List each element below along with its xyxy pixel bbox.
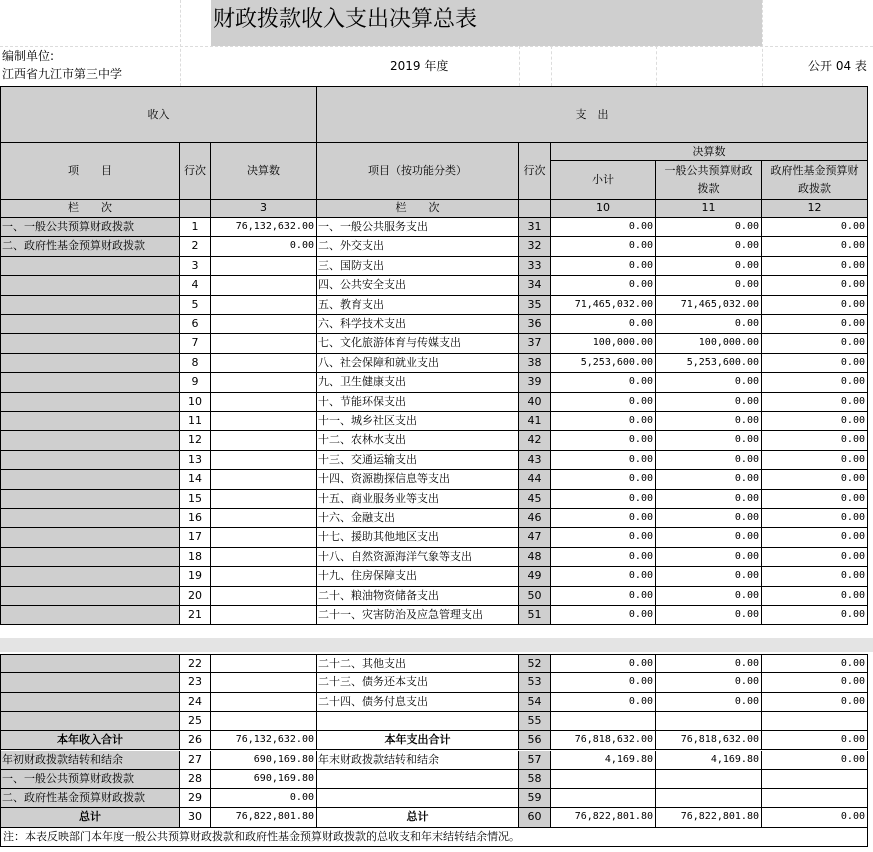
expense-subtotal [551, 712, 656, 731]
expense-item: 十、节能环保支出 [317, 393, 519, 412]
expense-item: 十八、自然资源海洋气象等支出 [317, 548, 519, 567]
income-row-no: 12 [180, 431, 211, 450]
expense-general-budget: 0.00 [656, 412, 762, 431]
footnote: 注：本表反映部门本年度一般公共预算财政拨款和政府性基金预算财政拨款的总收支和年末结转结余情况。 [0, 828, 868, 847]
expense-subtotal: 0.00 [551, 276, 656, 295]
income-row-no: 9 [180, 373, 211, 392]
income-item [0, 587, 180, 606]
expense-item: 十七、援助其他地区支出 [317, 528, 519, 547]
col-exp-rowno-blank [519, 200, 551, 218]
expense-subtotal: 0.00 [551, 693, 656, 712]
income-amount [211, 528, 317, 547]
expense-row-no: 50 [519, 587, 551, 606]
col-11: 11 [656, 200, 762, 218]
income-row-no: 2 [180, 237, 211, 256]
gov-fund-header: 政府性基金预算财政拨款 [762, 161, 868, 200]
expense-gov-fund: 0.00 [762, 431, 868, 450]
income-item [0, 334, 180, 353]
income-amount [211, 509, 317, 528]
expense-row-no: 52 [519, 654, 551, 673]
income-row-no: 29 [180, 789, 211, 808]
expense-subtotal [551, 770, 656, 789]
income-row-no: 28 [180, 770, 211, 789]
col-3: 3 [211, 200, 317, 218]
income-amount: 76,822,801.80 [211, 808, 317, 827]
expense-gov-fund: 0.00 [762, 451, 868, 470]
income-amount [211, 431, 317, 450]
expense-general-budget: 0.00 [656, 606, 762, 625]
expense-row-no: 49 [519, 567, 551, 586]
expense-gov-fund: 0.00 [762, 731, 868, 750]
income-row-no: 10 [180, 393, 211, 412]
expense-row-no: 54 [519, 693, 551, 712]
expense-row-no: 33 [519, 257, 551, 276]
expense-item: 二十四、债务付息支出 [317, 693, 519, 712]
income-item [0, 373, 180, 392]
income-item [0, 693, 180, 712]
income-amount: 0.00 [211, 237, 317, 256]
expense-item: 十一、城乡社区支出 [317, 412, 519, 431]
income-item: 一、一般公共预算财政拨款 [0, 218, 180, 237]
expense-general-budget: 0.00 [656, 654, 762, 673]
col-label-expense: 栏 次 [317, 200, 519, 218]
expense-item: 十六、金融支出 [317, 509, 519, 528]
expense-general-budget: 76,822,801.80 [656, 808, 762, 827]
expense-row-no: 40 [519, 393, 551, 412]
expense-subtotal: 0.00 [551, 412, 656, 431]
income-row-no: 21 [180, 606, 211, 625]
expense-item: 七、文化旅游体育与传媒支出 [317, 334, 519, 353]
expense-item [317, 712, 519, 731]
row-no-header: 行次 [180, 143, 211, 200]
income-amount [211, 470, 317, 489]
org-name: 江西省九江市第三中学 [2, 67, 123, 81]
expense-row-no: 47 [519, 528, 551, 547]
report-year: 2019 年度 [390, 59, 449, 73]
expense-row-no: 36 [519, 315, 551, 334]
expense-gov-fund: 0.00 [762, 509, 868, 528]
expense-general-budget [656, 770, 762, 789]
grid-divider [762, 0, 763, 86]
expense-gov-fund: 0.00 [762, 693, 868, 712]
expense-header: 支 出 [317, 86, 868, 143]
expense-item: 八、社会保障和就业支出 [317, 354, 519, 373]
expense-gov-fund: 0.00 [762, 315, 868, 334]
expense-general-budget: 0.00 [656, 470, 762, 489]
income-item [0, 451, 180, 470]
expense-gov-fund [762, 789, 868, 808]
income-amount [211, 315, 317, 334]
expense-subtotal: 0.00 [551, 509, 656, 528]
income-item [0, 654, 180, 673]
income-item: 二、政府性基金预算财政拨款 [0, 789, 180, 808]
expense-general-budget [656, 789, 762, 808]
expense-row-no: 35 [519, 296, 551, 315]
expense-item: 十五、商业服务业等支出 [317, 490, 519, 509]
expense-item: 二十、粮油物资储备支出 [317, 587, 519, 606]
income-row-no: 13 [180, 451, 211, 470]
expense-row-no: 34 [519, 276, 551, 295]
expense-item: 二、外交支出 [317, 237, 519, 256]
expense-gov-fund: 0.00 [762, 354, 868, 373]
item-header: 项 目 [0, 143, 180, 200]
income-row-no: 23 [180, 673, 211, 692]
expense-row-no: 37 [519, 334, 551, 353]
expense-general-budget: 0.00 [656, 528, 762, 547]
income-amount: 76,132,632.00 [211, 731, 317, 750]
expense-gov-fund: 0.00 [762, 673, 868, 692]
col-label-income: 栏 次 [0, 200, 180, 218]
expense-row-no: 51 [519, 606, 551, 625]
page-title: 财政拨款收入支出决算总表 [213, 7, 478, 32]
expense-gov-fund: 0.00 [762, 237, 868, 256]
income-amount: 690,169.80 [211, 751, 317, 770]
amount-header: 决算数 [211, 143, 317, 200]
expense-row-no: 45 [519, 490, 551, 509]
income-amount [211, 606, 317, 625]
expense-subtotal: 0.00 [551, 548, 656, 567]
expense-gov-fund: 0.00 [762, 257, 868, 276]
expense-subtotal: 71,465,032.00 [551, 296, 656, 315]
income-item [0, 606, 180, 625]
income-row-no: 30 [180, 808, 211, 827]
expense-subtotal: 4,169.80 [551, 751, 656, 770]
income-item [0, 276, 180, 295]
expense-item: 九、卫生健康支出 [317, 373, 519, 392]
expense-item: 二十二、其他支出 [317, 654, 519, 673]
income-amount [211, 373, 317, 392]
income-item [0, 528, 180, 547]
expense-general-budget: 5,253,600.00 [656, 354, 762, 373]
income-row-no: 6 [180, 315, 211, 334]
grid-divider [180, 0, 181, 86]
expense-subtotal: 0.00 [551, 257, 656, 276]
income-item [0, 470, 180, 489]
expense-gov-fund: 0.00 [762, 751, 868, 770]
expense-gov-fund: 0.00 [762, 334, 868, 353]
income-header: 收入 [0, 86, 317, 143]
expense-subtotal: 100,000.00 [551, 334, 656, 353]
income-item: 二、政府性基金预算财政拨款 [0, 237, 180, 256]
expense-gov-fund: 0.00 [762, 276, 868, 295]
income-item [0, 673, 180, 692]
income-item [0, 567, 180, 586]
income-amount [211, 451, 317, 470]
expense-row-no: 43 [519, 451, 551, 470]
income-row-no: 20 [180, 587, 211, 606]
expense-item: 四、公共安全支出 [317, 276, 519, 295]
col-rowno-blank [180, 200, 211, 218]
income-item [0, 490, 180, 509]
expense-item: 十三、交通运输支出 [317, 451, 519, 470]
expense-general-budget: 0.00 [656, 567, 762, 586]
income-row-no: 15 [180, 490, 211, 509]
expense-general-budget: 0.00 [656, 451, 762, 470]
income-amount [211, 257, 317, 276]
expense-item: 本年支出合计 [317, 731, 519, 750]
expense-subtotal: 0.00 [551, 451, 656, 470]
income-item [0, 315, 180, 334]
income-item: 一、一般公共预算财政拨款 [0, 770, 180, 789]
income-amount [211, 393, 317, 412]
income-item [0, 509, 180, 528]
expense-general-budget: 0.00 [656, 373, 762, 392]
expense-general-budget: 0.00 [656, 431, 762, 450]
expense-general-budget: 0.00 [656, 693, 762, 712]
expense-general-budget: 0.00 [656, 393, 762, 412]
expense-general-budget: 71,465,032.00 [656, 296, 762, 315]
expense-row-no: 57 [519, 751, 551, 770]
income-amount [211, 712, 317, 731]
expense-general-budget: 0.00 [656, 673, 762, 692]
expense-gov-fund: 0.00 [762, 548, 868, 567]
income-amount [211, 490, 317, 509]
expense-row-no: 44 [519, 470, 551, 489]
expense-general-budget: 0.00 [656, 587, 762, 606]
expense-gov-fund: 0.00 [762, 373, 868, 392]
expense-general-budget: 76,818,632.00 [656, 731, 762, 750]
col-10: 10 [551, 200, 656, 218]
expense-row-no: 59 [519, 789, 551, 808]
income-row-no: 24 [180, 693, 211, 712]
income-item: 年初财政拨款结转和结余 [0, 751, 180, 770]
expense-item: 二十一、灾害防治及应急管理支出 [317, 606, 519, 625]
income-amount [211, 587, 317, 606]
income-amount [211, 567, 317, 586]
income-amount [211, 654, 317, 673]
expense-general-budget: 0.00 [656, 276, 762, 295]
expense-general-budget: 0.00 [656, 548, 762, 567]
expense-row-no: 48 [519, 548, 551, 567]
income-item [0, 548, 180, 567]
grid-divider [519, 46, 520, 86]
income-row-no: 19 [180, 567, 211, 586]
expense-item: 六、科学技术支出 [317, 315, 519, 334]
expense-row-no: 46 [519, 509, 551, 528]
expense-row-no: 58 [519, 770, 551, 789]
exp-row-no-header: 行次 [519, 143, 551, 200]
expense-subtotal: 0.00 [551, 393, 656, 412]
expense-subtotal: 0.00 [551, 237, 656, 256]
income-amount: 76,132,632.00 [211, 218, 317, 237]
frozen-split-band [0, 638, 873, 652]
expense-item [317, 789, 519, 808]
expense-row-no: 31 [519, 218, 551, 237]
expense-gov-fund: 0.00 [762, 567, 868, 586]
expense-gov-fund: 0.00 [762, 528, 868, 547]
expense-general-budget: 0.00 [656, 237, 762, 256]
income-row-no: 1 [180, 218, 211, 237]
expense-general-budget: 4,169.80 [656, 751, 762, 770]
expense-gov-fund: 0.00 [762, 412, 868, 431]
expense-subtotal: 0.00 [551, 431, 656, 450]
income-amount [211, 412, 317, 431]
income-row-no: 7 [180, 334, 211, 353]
func-item-header: 项目（按功能分类） [317, 143, 519, 200]
income-row-no: 26 [180, 731, 211, 750]
form-number: 公开 04 表 [808, 59, 867, 73]
income-amount [211, 673, 317, 692]
expense-row-no: 32 [519, 237, 551, 256]
expense-gov-fund: 0.00 [762, 606, 868, 625]
expense-item: 十二、农林水支出 [317, 431, 519, 450]
expense-item: 二十三、债务还本支出 [317, 673, 519, 692]
expense-subtotal: 0.00 [551, 315, 656, 334]
expense-item: 一、一般公共服务支出 [317, 218, 519, 237]
expense-row-no: 38 [519, 354, 551, 373]
expense-general-budget: 100,000.00 [656, 334, 762, 353]
expense-subtotal: 76,822,801.80 [551, 808, 656, 827]
income-row-no: 17 [180, 528, 211, 547]
expense-row-no: 41 [519, 412, 551, 431]
expense-gov-fund [762, 712, 868, 731]
income-row-no: 22 [180, 654, 211, 673]
subtotal-header: 小计 [551, 161, 656, 200]
income-row-no: 25 [180, 712, 211, 731]
expense-gov-fund: 0.00 [762, 587, 868, 606]
expense-row-no: 42 [519, 431, 551, 450]
expense-subtotal: 0.00 [551, 606, 656, 625]
expense-row-no: 60 [519, 808, 551, 827]
income-amount [211, 334, 317, 353]
income-item [0, 412, 180, 431]
expense-general-budget: 0.00 [656, 490, 762, 509]
expense-subtotal: 0.00 [551, 567, 656, 586]
general-budget-header: 一般公共预算财政拨款 [656, 161, 762, 200]
income-row-no: 18 [180, 548, 211, 567]
expense-subtotal: 5,253,600.00 [551, 354, 656, 373]
income-amount [211, 693, 317, 712]
expense-item: 年末财政拨款结转和结余 [317, 751, 519, 770]
expense-row-no: 55 [519, 712, 551, 731]
expense-subtotal [551, 789, 656, 808]
grid-divider [551, 46, 552, 86]
income-amount: 0.00 [211, 789, 317, 808]
grid-divider [656, 46, 657, 86]
expense-row-no: 56 [519, 731, 551, 750]
income-amount [211, 354, 317, 373]
expense-gov-fund: 0.00 [762, 808, 868, 827]
income-row-no: 8 [180, 354, 211, 373]
expense-item: 十四、资源勘探信息等支出 [317, 470, 519, 489]
income-row-no: 11 [180, 412, 211, 431]
expense-gov-fund: 0.00 [762, 470, 868, 489]
income-item [0, 712, 180, 731]
expense-gov-fund: 0.00 [762, 393, 868, 412]
expense-item: 十九、住房保障支出 [317, 567, 519, 586]
income-item: 总计 [0, 808, 180, 827]
expense-gov-fund: 0.00 [762, 218, 868, 237]
income-row-no: 16 [180, 509, 211, 528]
expense-gov-fund: 0.00 [762, 296, 868, 315]
expense-general-budget: 0.00 [656, 218, 762, 237]
income-item [0, 431, 180, 450]
expense-item: 五、教育支出 [317, 296, 519, 315]
col-12: 12 [762, 200, 868, 218]
expense-item: 三、国防支出 [317, 257, 519, 276]
income-amount: 690,169.80 [211, 770, 317, 789]
income-row-no: 3 [180, 257, 211, 276]
expense-subtotal: 0.00 [551, 218, 656, 237]
expense-item: 总计 [317, 808, 519, 827]
income-item [0, 296, 180, 315]
org-label: 编制单位: [2, 49, 55, 63]
income-row-no: 5 [180, 296, 211, 315]
expense-gov-fund: 0.00 [762, 490, 868, 509]
expense-subtotal: 0.00 [551, 587, 656, 606]
expense-general-budget: 0.00 [656, 509, 762, 528]
income-row-no: 14 [180, 470, 211, 489]
income-amount [211, 548, 317, 567]
expense-subtotal: 76,818,632.00 [551, 731, 656, 750]
expense-subtotal: 0.00 [551, 470, 656, 489]
expense-gov-fund: 0.00 [762, 654, 868, 673]
expense-subtotal: 0.00 [551, 490, 656, 509]
expense-subtotal: 0.00 [551, 654, 656, 673]
expense-general-budget: 0.00 [656, 315, 762, 334]
income-item: 本年收入合计 [0, 731, 180, 750]
exp-amount-header: 决算数 [551, 143, 868, 161]
expense-subtotal: 0.00 [551, 673, 656, 692]
income-row-no: 27 [180, 751, 211, 770]
expense-general-budget [656, 712, 762, 731]
expense-row-no: 53 [519, 673, 551, 692]
expense-gov-fund [762, 770, 868, 789]
grid-divider [0, 46, 873, 47]
expense-row-no: 39 [519, 373, 551, 392]
expense-subtotal: 0.00 [551, 373, 656, 392]
income-amount [211, 276, 317, 295]
income-item [0, 354, 180, 373]
income-row-no: 4 [180, 276, 211, 295]
expense-general-budget: 0.00 [656, 257, 762, 276]
income-amount [211, 296, 317, 315]
income-item [0, 257, 180, 276]
expense-subtotal: 0.00 [551, 528, 656, 547]
income-item [0, 393, 180, 412]
expense-item [317, 770, 519, 789]
